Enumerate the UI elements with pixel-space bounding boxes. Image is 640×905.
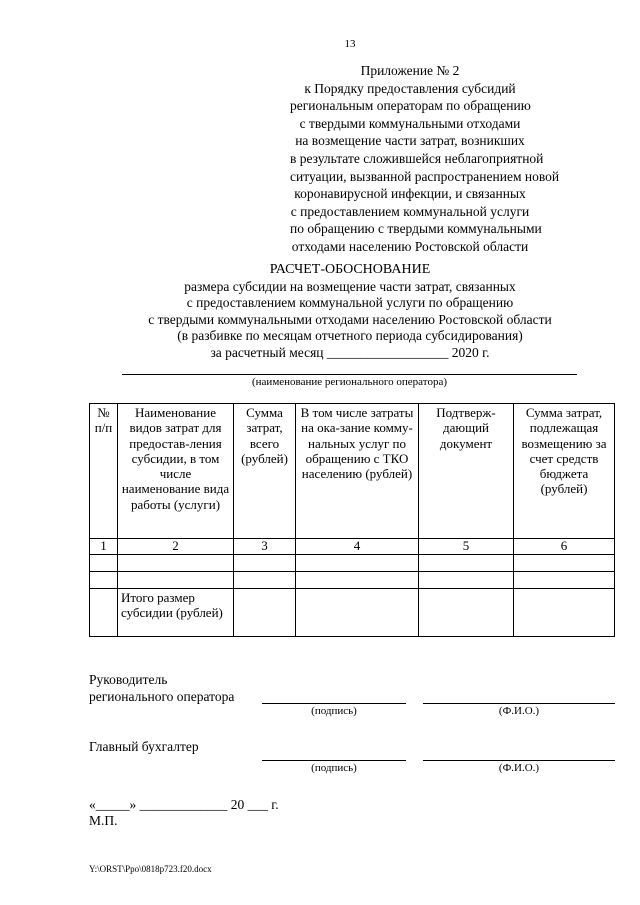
head-name-caption: (Ф.И.О.) [498, 705, 540, 717]
document-subtitle-line: размера субсидии на возмещение части затрат, связанных [184, 278, 516, 294]
head-signature-caption: (подпись) [311, 705, 357, 717]
stamp-placeholder: М.П. [89, 813, 118, 828]
appendix-line: в результате сложившейся неблагоприятной [290, 150, 544, 166]
operator-name-line [122, 374, 577, 375]
settlement-month-line: за расчетный месяц __________________ 2020 г. [210, 344, 490, 360]
column-number: 6 [514, 539, 615, 555]
document-subtitle-line: с предоставлением коммунальной услуги по обращению [186, 295, 514, 311]
column-number: 4 [296, 539, 419, 555]
appendix-line: с предоставлением коммунальной услуги [290, 203, 530, 219]
column-number: 1 [90, 539, 118, 555]
appendix-line: по обращению с твердыми коммунальными [290, 221, 542, 237]
appendix-line: с твердыми коммунальными отходами [299, 115, 521, 131]
appendix-line: коронавирусной инфекции, и связанных [294, 186, 526, 202]
head-title-line1: Руководитель [89, 672, 168, 687]
appendix-line: на возмещение части затрат, возникших [295, 133, 525, 149]
table-cell [419, 589, 514, 637]
table-header-cell: Подтверж-дающий документ [419, 404, 514, 539]
column-number-row [90, 539, 615, 555]
table-cell [118, 572, 234, 589]
table-cell [234, 572, 296, 589]
accountant-name-line [423, 760, 615, 761]
operator-name-caption: (наименование регионального оператора) [252, 376, 447, 388]
table-cell [118, 555, 234, 572]
column-number: 5 [419, 539, 514, 555]
page-number: 13 [344, 38, 356, 50]
table-cell [90, 589, 118, 637]
appendix-line: региональным операторам по обращению [290, 98, 531, 114]
table-cell [514, 555, 615, 572]
total-label: Итого размер субсидии (рублей) [118, 589, 234, 637]
table-cell [234, 589, 296, 637]
table-row [90, 555, 615, 572]
accountant-title: Главный бухгалтер [89, 739, 199, 754]
accountant-signature-line [262, 760, 406, 761]
column-number: 2 [118, 539, 234, 555]
head-signature-line [262, 703, 406, 704]
total-row [90, 589, 615, 637]
table-header-cell: Сумма затрат, всего (рублей) [234, 404, 296, 539]
table-cell [234, 555, 296, 572]
table-cell [296, 555, 419, 572]
date-line: «_____» _____________ 20 ___ г. [89, 797, 279, 812]
accountant-name-caption: (Ф.И.О.) [498, 762, 540, 774]
appendix-line: к Порядку предоставления субсидий [304, 80, 516, 96]
document-title-block [70, 262, 630, 362]
table-cell [514, 572, 615, 589]
file-path-footer: Y:\ORST\Ppo\0818p723.f20.docx [89, 864, 212, 874]
table-header-cell: № п/п [90, 404, 118, 539]
appendix-block [290, 62, 560, 256]
table-header-cell: Сумма затрат, подлежащая возмещению за счет средств бюджета (рублей) [514, 404, 615, 539]
appendix-line: ситуации, вызванной распространением новой [290, 168, 560, 184]
head-name-line [423, 703, 615, 704]
table-header-row [90, 404, 615, 539]
column-number: 3 [234, 539, 296, 555]
table-cell [514, 589, 615, 637]
appendix-line: отходами населению Ростовской области [291, 238, 529, 254]
table-header-cell: В том числе затраты на ока-зание комму-нальных услуг по обращению с ТКО населению (рублей) [296, 404, 419, 539]
table-cell [419, 555, 514, 572]
table-cell [296, 572, 419, 589]
table-header-cell: Наименование видов затрат для предостав-ления субсидии, в том числе наименование вида работы (услуги) [118, 404, 234, 539]
appendix-title: Приложение № 2 [360, 63, 460, 78]
table-cell [296, 589, 419, 637]
calculation-table [89, 403, 615, 637]
document-subtitle-line: с твердыми коммунальными отходами населению Ростовской области [148, 311, 552, 327]
document-subtitle-line: (в разбивке по месяцам отчетного периода субсидирования) [177, 328, 523, 344]
table-cell [90, 555, 118, 572]
head-title-line2: регионального оператора [89, 689, 235, 704]
document-title: РАСЧЕТ-ОБОСНОВАНИЕ [269, 262, 431, 277]
table-cell [90, 572, 118, 589]
accountant-signature-caption: (подпись) [311, 762, 357, 774]
table-cell [419, 572, 514, 589]
table-row [90, 572, 615, 589]
